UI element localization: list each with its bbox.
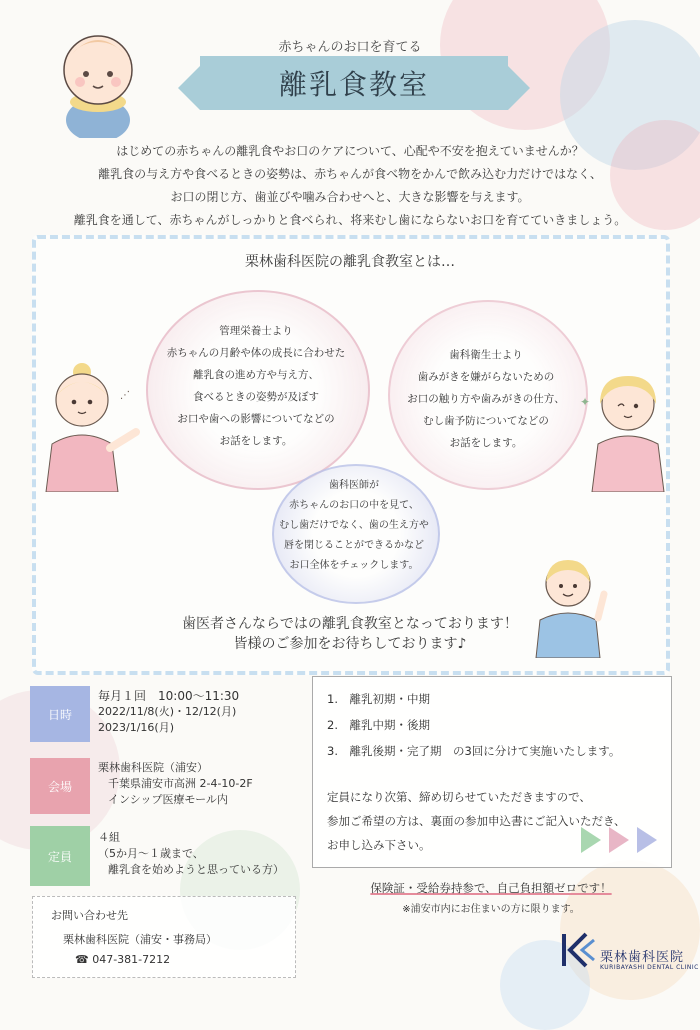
stage-note: 定員になり次第、締め切らせていただきますので、 xyxy=(327,790,591,804)
stage-item: 3. 離乳後期・完了期 の3回に分けて実施いたします。 xyxy=(327,744,621,758)
arrow-icon xyxy=(637,827,657,853)
info-line: （5か月〜１歳まで、 xyxy=(98,847,204,860)
capacity-info xyxy=(98,830,284,878)
closing-line: 皆様のご参加をお待ちしております♪ xyxy=(233,636,467,652)
bubble-line: 唇を閉じることができるかなど xyxy=(284,540,424,551)
info-line: 千葉県浦安市高洲 2-4-10-2F xyxy=(108,777,253,790)
clinic-logo-en: KURIBAYASHI DENTAL CLINIC xyxy=(600,964,699,971)
contact-heading: お問い合わせ先 xyxy=(51,909,128,922)
bubble-line: お話をします。 xyxy=(219,435,293,447)
cost-notice xyxy=(312,880,670,896)
venue-info xyxy=(98,760,253,808)
clinic-logo-name: 栗林歯科医院 xyxy=(600,950,685,965)
stage-note: お申し込み下さい。 xyxy=(327,838,431,852)
bubble-line: 歯科医師が xyxy=(329,480,379,491)
intro-line: 離乳食を通して、赤ちゃんがしっかりと食べられ、将来むし歯にならないお口を育てていきましょう。 xyxy=(73,213,627,227)
stage-note: 参加ご希望の方は、裏面の参加申込書にご記入いただき、 xyxy=(327,814,626,828)
dentist-text xyxy=(270,476,438,576)
bubble-line: 食べるときの姿勢が及ぼす xyxy=(193,391,319,403)
bubble-line: お口全体をチェックします。 xyxy=(289,560,419,571)
stages-box xyxy=(312,676,672,868)
bubble-line: お口の触り方や歯みがきの仕方、 xyxy=(407,393,565,405)
contact-clinic: 栗林歯科医院（浦安・事務局） xyxy=(63,933,217,946)
intro-line: お口の閉じ方、歯並びや噛み合わせへと、大きな影響を与えます。 xyxy=(170,190,530,204)
clinic-logo-mark xyxy=(560,930,596,970)
bubble-line: お口や歯への影響についてなどの xyxy=(177,413,335,425)
section-title: 栗林歯科医院の離乳食教室とは… xyxy=(245,254,455,270)
venue-label: 会場 xyxy=(30,758,90,814)
hygienist-illustration xyxy=(578,366,670,492)
bubble-line: むし歯だけでなく、歯の生え方や xyxy=(279,520,429,531)
page-title: 離乳食教室 xyxy=(278,68,429,101)
residency-note: ※浦安市内にお住まいの方に限ります。 xyxy=(402,904,580,915)
svg-text:✦: ✦ xyxy=(580,395,591,409)
arrow-icon xyxy=(581,827,601,853)
hygienist-text xyxy=(390,344,582,454)
section-closing xyxy=(0,614,700,654)
bubble-line: 赤ちゃんの月齢や体の成長に合わせた xyxy=(166,347,346,359)
contact-box xyxy=(32,896,296,978)
intro-line: 離乳食の与え方や食べるときの姿勢は、赤ちゃんが食べ物をかんで飲み込む力だけではなく、 xyxy=(98,167,602,181)
info-line: インシップ医療モール内 xyxy=(108,793,228,806)
nutritionist-illustration xyxy=(40,360,150,492)
cost-notice-text: 保険証・受給券持参で、自己負担額ゼロです！ xyxy=(370,881,612,895)
capacity-label: 定員 xyxy=(30,826,90,886)
bubble-line: 歯科衛生士より xyxy=(449,349,523,361)
stage-item: 2. 離乳中期・後期 xyxy=(327,718,430,732)
arrow-icon xyxy=(609,827,629,853)
info-line: ４組 xyxy=(98,831,120,844)
subtitle: 赤ちゃんのお口を育てる xyxy=(278,40,422,55)
intro-paragraph xyxy=(30,140,670,232)
intro-line: はじめての赤ちゃんの離乳食やお口のケアについて、心配や不安を抱えていませんか？ xyxy=(116,144,584,158)
info-line: 2022/11/8(火)・12/12(月) xyxy=(98,705,237,718)
stage-item: 1. 離乳初期・中期 xyxy=(327,692,430,706)
info-line: 離乳食を始めようと思っている方） xyxy=(108,863,284,876)
closing-line: 歯医者さんならではの離乳食教室となっております！ xyxy=(182,616,518,632)
title-banner xyxy=(200,56,508,110)
nutritionist-text xyxy=(150,320,362,452)
bubble-line: 離乳食の進め方や与え方、 xyxy=(193,369,319,381)
bubble-line: 歯みがきを嫌がらないための xyxy=(417,371,555,383)
bubble-line: お話をします。 xyxy=(449,437,523,449)
contact-phone: ☎ 047-381-7212 xyxy=(75,953,171,966)
bubble-line: むし歯予防についてなどの xyxy=(423,415,549,427)
bubble-line: 赤ちゃんのお口の中を見て、 xyxy=(289,500,419,511)
info-line: 毎月１回 10:00〜11:30 xyxy=(98,689,240,703)
bubble-line: 管理栄養士より xyxy=(219,325,293,337)
info-line: 2023/1/16(月) xyxy=(98,721,174,734)
svg-text:⋰: ⋰ xyxy=(120,390,130,401)
info-line: 栗林歯科医院（浦安） xyxy=(98,761,208,774)
date-label: 日時 xyxy=(30,686,90,742)
date-info xyxy=(98,688,239,736)
